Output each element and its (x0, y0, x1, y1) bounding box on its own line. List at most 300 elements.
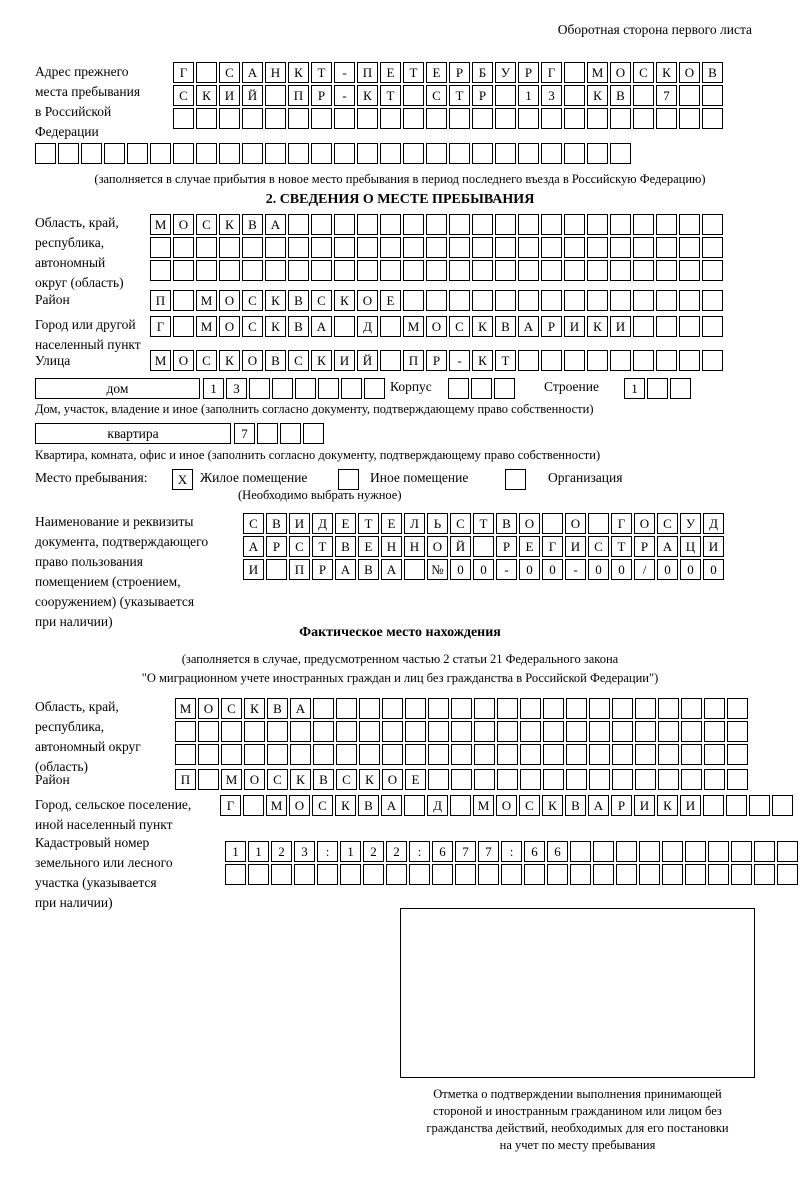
char-box[interactable] (359, 698, 380, 719)
char-box[interactable]: Р (496, 536, 517, 557)
char-box[interactable] (382, 721, 403, 742)
char-box[interactable]: 2 (271, 841, 292, 862)
char-box[interactable] (265, 108, 286, 129)
char-box[interactable] (589, 769, 610, 790)
char-box[interactable]: 1 (518, 85, 539, 106)
char-box[interactable] (587, 214, 608, 235)
char-box[interactable] (727, 769, 748, 790)
char-box[interactable] (610, 350, 631, 371)
char-box[interactable] (363, 864, 384, 885)
char-box[interactable]: Т (495, 350, 516, 371)
char-box[interactable]: К (656, 62, 677, 83)
char-box[interactable]: 7 (455, 841, 476, 862)
char-box[interactable]: 6 (524, 841, 545, 862)
char-box[interactable] (382, 698, 403, 719)
char-box[interactable] (380, 237, 401, 258)
char-box[interactable]: С (519, 795, 540, 816)
char-box[interactable]: И (289, 513, 310, 534)
flat-boxes[interactable] (234, 423, 326, 444)
char-box[interactable] (541, 143, 562, 164)
char-box[interactable] (380, 143, 401, 164)
stroenie-boxes[interactable] (624, 378, 693, 399)
char-box[interactable] (426, 290, 447, 311)
char-box[interactable] (495, 85, 516, 106)
char-box[interactable] (150, 143, 171, 164)
char-box[interactable] (428, 744, 449, 765)
char-box[interactable] (219, 108, 240, 129)
char-box[interactable] (656, 290, 677, 311)
city-boxes[interactable] (150, 316, 725, 337)
char-box[interactable] (749, 795, 770, 816)
char-box[interactable] (272, 378, 293, 399)
char-box[interactable]: К (265, 316, 286, 337)
char-box[interactable]: Т (611, 536, 632, 557)
char-box[interactable]: К (472, 350, 493, 371)
char-box[interactable] (593, 864, 614, 885)
char-box[interactable]: 0 (657, 559, 678, 580)
char-box[interactable] (380, 214, 401, 235)
char-box[interactable] (639, 841, 660, 862)
char-box[interactable] (243, 795, 264, 816)
char-box[interactable] (471, 378, 492, 399)
char-box[interactable] (495, 214, 516, 235)
char-box[interactable]: М (196, 316, 217, 337)
char-box[interactable]: Р (541, 316, 562, 337)
char-box[interactable] (266, 559, 287, 580)
char-box[interactable] (290, 721, 311, 742)
char-box[interactable] (679, 316, 700, 337)
char-box[interactable]: Р (634, 536, 655, 557)
char-box[interactable] (173, 290, 194, 311)
char-box[interactable] (679, 290, 700, 311)
char-box[interactable] (612, 769, 633, 790)
char-box[interactable] (303, 423, 324, 444)
char-box[interactable] (265, 85, 286, 106)
char-box[interactable]: К (542, 795, 563, 816)
char-box[interactable]: 0 (519, 559, 540, 580)
char-box[interactable]: Н (381, 536, 402, 557)
char-box[interactable] (704, 721, 725, 742)
char-box[interactable] (403, 290, 424, 311)
char-box[interactable] (587, 143, 608, 164)
region-boxes[interactable] (150, 214, 725, 281)
char-box[interactable] (727, 744, 748, 765)
char-box[interactable] (702, 316, 723, 337)
char-box[interactable]: Д (427, 795, 448, 816)
char-box[interactable]: К (335, 795, 356, 816)
char-box[interactable]: А (518, 316, 539, 337)
char-box[interactable]: К (657, 795, 678, 816)
char-box[interactable]: - (334, 62, 355, 83)
char-box[interactable]: И (634, 795, 655, 816)
char-box[interactable] (703, 795, 724, 816)
char-box[interactable] (518, 260, 539, 281)
char-box[interactable] (612, 721, 633, 742)
char-box[interactable]: М (587, 62, 608, 83)
char-box[interactable] (404, 559, 425, 580)
char-box[interactable] (520, 744, 541, 765)
char-box[interactable]: 2 (363, 841, 384, 862)
stamp-box[interactable] (400, 908, 755, 1078)
char-box[interactable]: М (473, 795, 494, 816)
char-box[interactable] (409, 864, 430, 885)
char-box[interactable] (564, 85, 585, 106)
char-box[interactable]: Т (380, 85, 401, 106)
char-box[interactable] (541, 237, 562, 258)
char-box[interactable] (334, 143, 355, 164)
char-box[interactable]: О (289, 795, 310, 816)
char-box[interactable]: Г (150, 316, 171, 337)
char-box[interactable] (754, 864, 775, 885)
char-box[interactable]: Г (541, 62, 562, 83)
char-box[interactable]: А (311, 316, 332, 337)
char-box[interactable] (518, 350, 539, 371)
char-box[interactable]: 0 (611, 559, 632, 580)
char-box[interactable] (681, 698, 702, 719)
char-box[interactable] (198, 769, 219, 790)
char-box[interactable]: А (265, 214, 286, 235)
char-box[interactable]: Л (404, 513, 425, 534)
char-box[interactable] (727, 721, 748, 742)
stay-checkbox-other[interactable] (338, 469, 359, 490)
char-box[interactable] (288, 237, 309, 258)
char-box[interactable]: С (450, 513, 471, 534)
char-box[interactable] (610, 108, 631, 129)
char-box[interactable] (426, 143, 447, 164)
char-box[interactable] (221, 744, 242, 765)
char-box[interactable] (403, 214, 424, 235)
char-box[interactable]: С (311, 290, 332, 311)
char-box[interactable] (656, 108, 677, 129)
char-box[interactable]: - (565, 559, 586, 580)
char-box[interactable]: Е (381, 513, 402, 534)
korpus-boxes[interactable] (448, 378, 517, 399)
char-box[interactable] (341, 378, 362, 399)
char-box[interactable] (518, 143, 539, 164)
char-box[interactable] (731, 864, 752, 885)
prev-address-boxes-row4[interactable] (35, 143, 633, 164)
char-box[interactable]: К (359, 769, 380, 790)
char-box[interactable]: С (267, 769, 288, 790)
char-box[interactable] (564, 214, 585, 235)
char-box[interactable]: И (703, 536, 724, 557)
char-box[interactable]: В (565, 795, 586, 816)
char-box[interactable] (656, 350, 677, 371)
char-box[interactable]: Р (449, 62, 470, 83)
char-box[interactable] (380, 350, 401, 371)
char-box[interactable]: Й (357, 350, 378, 371)
char-box[interactable]: 3 (294, 841, 315, 862)
char-box[interactable]: С (219, 62, 240, 83)
char-box[interactable] (587, 350, 608, 371)
char-box[interactable]: - (334, 85, 355, 106)
char-box[interactable] (311, 237, 332, 258)
char-box[interactable]: : (501, 841, 522, 862)
char-box[interactable]: Т (449, 85, 470, 106)
char-box[interactable] (219, 237, 240, 258)
char-box[interactable] (633, 214, 654, 235)
char-box[interactable]: 1 (340, 841, 361, 862)
char-box[interactable] (658, 698, 679, 719)
char-box[interactable] (380, 260, 401, 281)
char-box[interactable] (242, 143, 263, 164)
char-box[interactable] (670, 378, 691, 399)
char-box[interactable] (357, 143, 378, 164)
char-box[interactable] (428, 698, 449, 719)
char-box[interactable]: : (317, 841, 338, 862)
char-box[interactable] (221, 721, 242, 742)
char-box[interactable] (635, 769, 656, 790)
char-box[interactable] (612, 698, 633, 719)
char-box[interactable]: Д (357, 316, 378, 337)
char-box[interactable]: Е (380, 62, 401, 83)
char-box[interactable] (198, 744, 219, 765)
char-box[interactable]: 0 (542, 559, 563, 580)
char-box[interactable] (518, 214, 539, 235)
char-box[interactable]: К (288, 62, 309, 83)
char-box[interactable] (610, 143, 631, 164)
char-box[interactable] (566, 698, 587, 719)
char-box[interactable] (685, 841, 706, 862)
char-box[interactable] (451, 698, 472, 719)
char-box[interactable]: Р (311, 85, 332, 106)
char-box[interactable]: Г (542, 536, 563, 557)
char-box[interactable] (318, 378, 339, 399)
char-box[interactable] (702, 260, 723, 281)
char-box[interactable] (473, 536, 494, 557)
char-box[interactable]: Р (266, 536, 287, 557)
char-box[interactable] (520, 721, 541, 742)
char-box[interactable] (104, 143, 125, 164)
char-box[interactable] (543, 721, 564, 742)
char-box[interactable]: В (267, 698, 288, 719)
char-box[interactable] (656, 316, 677, 337)
char-box[interactable]: С (633, 62, 654, 83)
char-box[interactable]: О (610, 62, 631, 83)
char-box[interactable] (271, 864, 292, 885)
cadastral-boxes[interactable] (225, 841, 800, 885)
char-box[interactable]: Е (426, 62, 447, 83)
char-box[interactable]: Г (220, 795, 241, 816)
char-box[interactable]: П (289, 559, 310, 580)
char-box[interactable]: К (357, 85, 378, 106)
char-box[interactable]: В (358, 559, 379, 580)
char-box[interactable] (403, 143, 424, 164)
char-box[interactable] (704, 744, 725, 765)
char-box[interactable] (681, 721, 702, 742)
char-box[interactable]: В (496, 513, 517, 534)
char-box[interactable]: В (358, 795, 379, 816)
char-box[interactable] (520, 769, 541, 790)
char-box[interactable]: О (219, 290, 240, 311)
char-box[interactable]: У (680, 513, 701, 534)
char-box[interactable] (564, 350, 585, 371)
char-box[interactable] (679, 85, 700, 106)
char-box[interactable]: С (173, 85, 194, 106)
char-box[interactable] (334, 108, 355, 129)
char-box[interactable]: О (382, 769, 403, 790)
char-box[interactable] (662, 841, 683, 862)
char-box[interactable]: В (265, 350, 286, 371)
char-box[interactable] (340, 864, 361, 885)
char-box[interactable] (267, 744, 288, 765)
char-box[interactable] (288, 260, 309, 281)
char-box[interactable]: Р (472, 85, 493, 106)
char-box[interactable]: П (357, 62, 378, 83)
char-box[interactable] (726, 795, 747, 816)
char-box[interactable] (295, 378, 316, 399)
char-box[interactable] (386, 864, 407, 885)
char-box[interactable] (35, 143, 56, 164)
char-box[interactable] (542, 513, 563, 534)
char-box[interactable] (679, 260, 700, 281)
char-box[interactable] (635, 744, 656, 765)
char-box[interactable]: 7 (656, 85, 677, 106)
char-box[interactable]: 7 (234, 423, 255, 444)
char-box[interactable] (474, 769, 495, 790)
char-box[interactable] (449, 214, 470, 235)
char-box[interactable] (564, 143, 585, 164)
char-box[interactable] (662, 864, 683, 885)
char-box[interactable] (334, 316, 355, 337)
char-box[interactable] (564, 237, 585, 258)
char-box[interactable] (150, 260, 171, 281)
char-box[interactable] (587, 260, 608, 281)
char-box[interactable]: С (312, 795, 333, 816)
char-box[interactable] (708, 864, 729, 885)
char-box[interactable]: О (242, 350, 263, 371)
char-box[interactable]: О (173, 350, 194, 371)
char-box[interactable]: И (243, 559, 264, 580)
char-box[interactable]: С (657, 513, 678, 534)
char-box[interactable]: В (335, 536, 356, 557)
char-box[interactable] (472, 260, 493, 281)
char-box[interactable] (679, 237, 700, 258)
char-box[interactable] (656, 260, 677, 281)
char-box[interactable] (334, 260, 355, 281)
char-box[interactable] (405, 721, 426, 742)
char-box[interactable]: К (196, 85, 217, 106)
char-box[interactable]: 0 (680, 559, 701, 580)
char-box[interactable]: О (679, 62, 700, 83)
char-box[interactable]: 7 (478, 841, 499, 862)
char-box[interactable]: С (288, 350, 309, 371)
char-box[interactable]: С (243, 513, 264, 534)
char-box[interactable] (497, 698, 518, 719)
char-box[interactable]: Е (335, 513, 356, 534)
char-box[interactable]: К (265, 290, 286, 311)
char-box[interactable] (403, 108, 424, 129)
char-box[interactable]: А (242, 62, 263, 83)
char-box[interactable]: О (496, 795, 517, 816)
char-box[interactable] (334, 237, 355, 258)
char-box[interactable]: Д (703, 513, 724, 534)
char-box[interactable]: Е (358, 536, 379, 557)
char-box[interactable] (81, 143, 102, 164)
char-box[interactable] (518, 108, 539, 129)
char-box[interactable]: 1 (203, 378, 224, 399)
char-box[interactable] (357, 108, 378, 129)
char-box[interactable] (451, 721, 472, 742)
char-box[interactable] (647, 378, 668, 399)
char-box[interactable] (635, 698, 656, 719)
char-box[interactable] (541, 290, 562, 311)
char-box[interactable]: И (565, 536, 586, 557)
char-box[interactable] (428, 721, 449, 742)
char-box[interactable]: А (657, 536, 678, 557)
char-box[interactable] (311, 260, 332, 281)
char-box[interactable]: Д (312, 513, 333, 534)
char-box[interactable]: К (334, 290, 355, 311)
char-box[interactable] (679, 214, 700, 235)
char-box[interactable]: А (588, 795, 609, 816)
char-box[interactable] (564, 62, 585, 83)
char-box[interactable]: К (587, 316, 608, 337)
char-box[interactable] (564, 290, 585, 311)
char-box[interactable] (432, 864, 453, 885)
char-box[interactable] (403, 85, 424, 106)
char-box[interactable]: С (289, 536, 310, 557)
char-box[interactable] (311, 143, 332, 164)
char-box[interactable] (403, 260, 424, 281)
char-box[interactable]: Б (472, 62, 493, 83)
char-box[interactable] (196, 237, 217, 258)
char-box[interactable]: 0 (703, 559, 724, 580)
char-box[interactable] (612, 744, 633, 765)
char-box[interactable]: М (150, 350, 171, 371)
char-box[interactable]: / (634, 559, 655, 580)
char-box[interactable] (704, 698, 725, 719)
char-box[interactable] (543, 698, 564, 719)
char-box[interactable] (616, 864, 637, 885)
char-box[interactable] (265, 237, 286, 258)
char-box[interactable]: 2 (386, 841, 407, 862)
char-box[interactable] (524, 864, 545, 885)
char-box[interactable] (472, 290, 493, 311)
char-box[interactable]: Р (611, 795, 632, 816)
char-box[interactable]: М (196, 290, 217, 311)
char-box[interactable] (658, 744, 679, 765)
char-box[interactable] (566, 721, 587, 742)
char-box[interactable] (633, 260, 654, 281)
char-box[interactable] (288, 143, 309, 164)
char-box[interactable]: Н (404, 536, 425, 557)
char-box[interactable]: Ц (680, 536, 701, 557)
char-box[interactable]: П (175, 769, 196, 790)
char-box[interactable] (196, 108, 217, 129)
char-box[interactable]: Р (426, 350, 447, 371)
char-box[interactable] (405, 698, 426, 719)
char-box[interactable]: Е (519, 536, 540, 557)
char-box[interactable]: Г (173, 62, 194, 83)
char-box[interactable] (564, 260, 585, 281)
char-box[interactable]: - (449, 350, 470, 371)
char-box[interactable] (225, 864, 246, 885)
char-box[interactable] (589, 698, 610, 719)
char-box[interactable] (587, 237, 608, 258)
char-box[interactable]: К (290, 769, 311, 790)
char-box[interactable] (635, 721, 656, 742)
char-box[interactable] (449, 237, 470, 258)
char-box[interactable] (472, 143, 493, 164)
char-box[interactable] (772, 795, 793, 816)
char-box[interactable] (633, 108, 654, 129)
char-box[interactable] (702, 85, 723, 106)
stay-checkbox-organization[interactable] (505, 469, 526, 490)
char-box[interactable] (633, 237, 654, 258)
document-boxes[interactable] (243, 513, 726, 580)
char-box[interactable] (257, 423, 278, 444)
